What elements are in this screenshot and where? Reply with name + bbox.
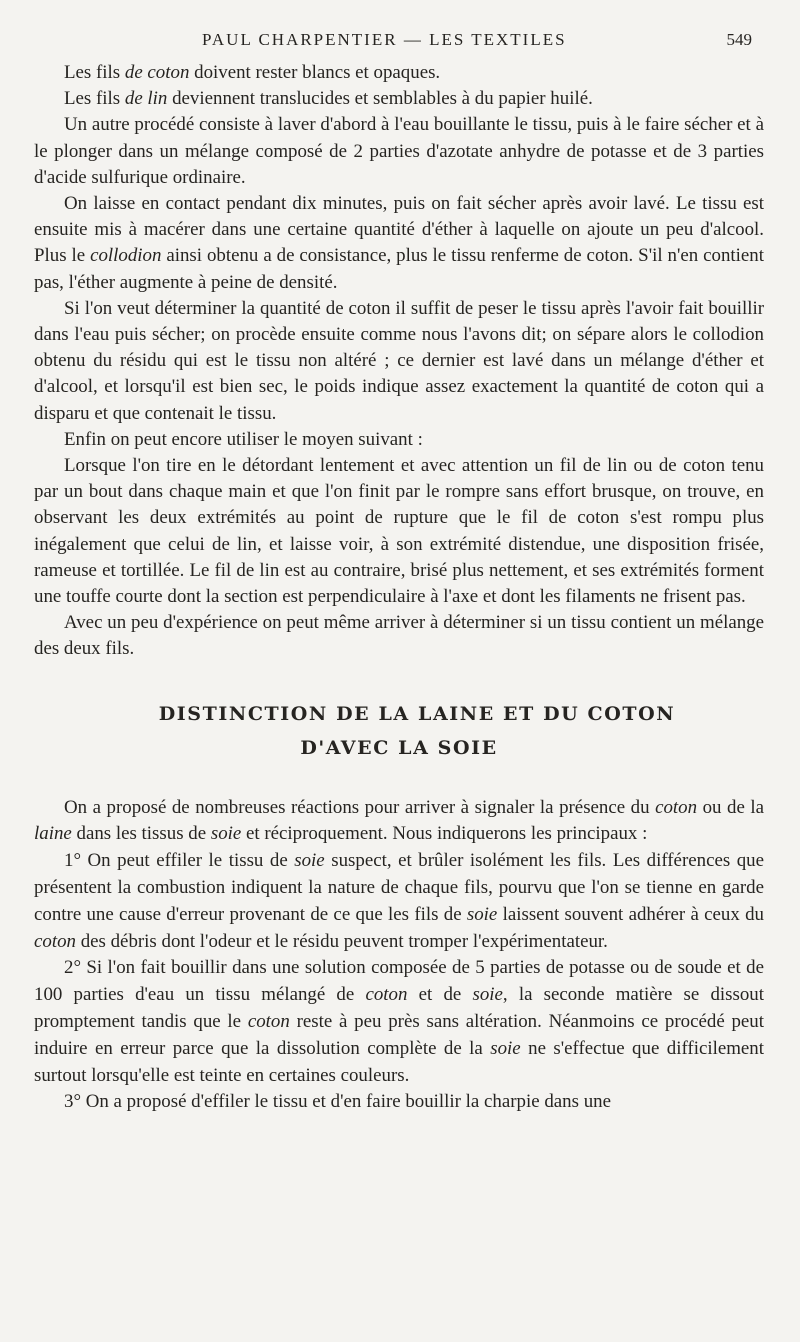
paragraph-method-1: 1° On peut effiler le tissu de soie suspect, et brûler isolément les fils. Les différences que présentent la combustion indiquent la nature de chaque fils, pourvu que l'on se tienne en garde contre une cause d'erreur provenant de ce que les fils de soie laissent souvent adhérer à ceux du coton des débris dont l'odeur et le résidu peuvent tromper l'expérimentateur. — [34, 850, 764, 952]
paragraph-thread-breaking: Lorsque l'on tire en le détordant lentement et avec attention un fil de lin ou de coton tenu par un bout dans chaque main et que l'on finit par le rompre sans effort brusque, on trouve, en observant les deux extrémités au point de rupture que le fil de coton s'est rompu plus inégalement que celui de lin, et laisse voir, à son extrémité distendue, une disposition frisée, rameuse et tortillée. Le fil de lin est au contraire, brisé plus nettement, et ses extrémités forment une touffe courte dont la section est perpendiculaire à l'axe et dont les filaments ne frisent pas. — [34, 455, 764, 608]
paragraph-cotton-threads: Les fils de coton doivent rester blancs et opaques. — [64, 62, 441, 83]
page-number: 549 — [726, 30, 752, 49]
paragraph-reactions: On a proposé de nombreuses réactions pour arriver à signaler la présence du coton ou de la laine dans les tissus de soie et réciproquement. Nous indiquerons les principaux : — [34, 796, 764, 845]
paragraph-method-2: 2° Si l'on fait bouillir dans une solution composée de 5 parties de potasse ou de soude et de 100 parties d'eau un tissu mélangé de coton et de soie, la seconde matière se dissout promptement tandis que le coton reste à peu près sans altération. Néanmoins ce procédé peut induire en erreur parce que la dissolution complète de la soie ne s'effectue que difficilement surtout lorsqu'elle est teinte en certaines couleurs. — [34, 957, 765, 1086]
paragraph-method-3: 3° On a proposé d'effiler le tissu et d'en faire bouillir la charpie dans une — [64, 1091, 611, 1113]
text-block — [34, 60, 764, 1116]
section-heading-line2: D'AVEC LA SOIE — [300, 736, 498, 759]
section-heading-line1: DISTINCTION DE LA LAINE ET DU COTON — [158, 702, 676, 725]
paragraph-experience: Avec un peu d'expérience on peut même arriver à déterminer si un tissu contient un mélange des deux fils. — [34, 612, 764, 660]
paragraph-collodion: On laisse en contact pendant dix minutes, puis on fait sécher après avoir lavé. Le tissu est ensuite mis à macérer dans une certaine quantité d'éther à laquelle on ajoute un peu d'alcool. Plus le collodion ainsi obtenu a de consistance, plus le tissu renferme de coton. S'il n'en contient pas, l'éther augmente à peine de densité. — [34, 193, 764, 293]
paragraph-other-process: Un autre procédé consiste à laver d'abord à l'eau bouillante le tissu, puis à le faire sécher et à le plonger dans un mélange composé de 2 parties d'azotate anhydre de potasse et de 3 parties d'acide sulfurique ordinaire. — [34, 114, 764, 188]
paragraph-other-means: Enfin on peut encore utiliser le moyen suivant : — [64, 428, 423, 450]
section-heading — [34, 697, 764, 765]
running-head — [0, 26, 800, 56]
paragraph-linen-threads: Les fils de lin deviennent translucides et semblables à du papier huilé. — [64, 88, 593, 110]
paragraph-quantity: Si l'on veut déterminer la quantité de coton il suffit de peser le tissu après l'avoir fait bouillir dans l'eau puis sécher; on procède ensuite comme nous l'avons dit; on sépare alors le collodion obtenu du résidu qui est le tissu non altéré ; ce dernier est lavé dans un mélange d'éther et d'alcool, et lorsqu'il est bien sec, le poids indique assez exactement la quantité de coton qui a disparu et que contenait le tissu. — [34, 297, 764, 424]
running-title: PAUL CHARPENTIER — LES TEXTILES — [202, 30, 567, 49]
